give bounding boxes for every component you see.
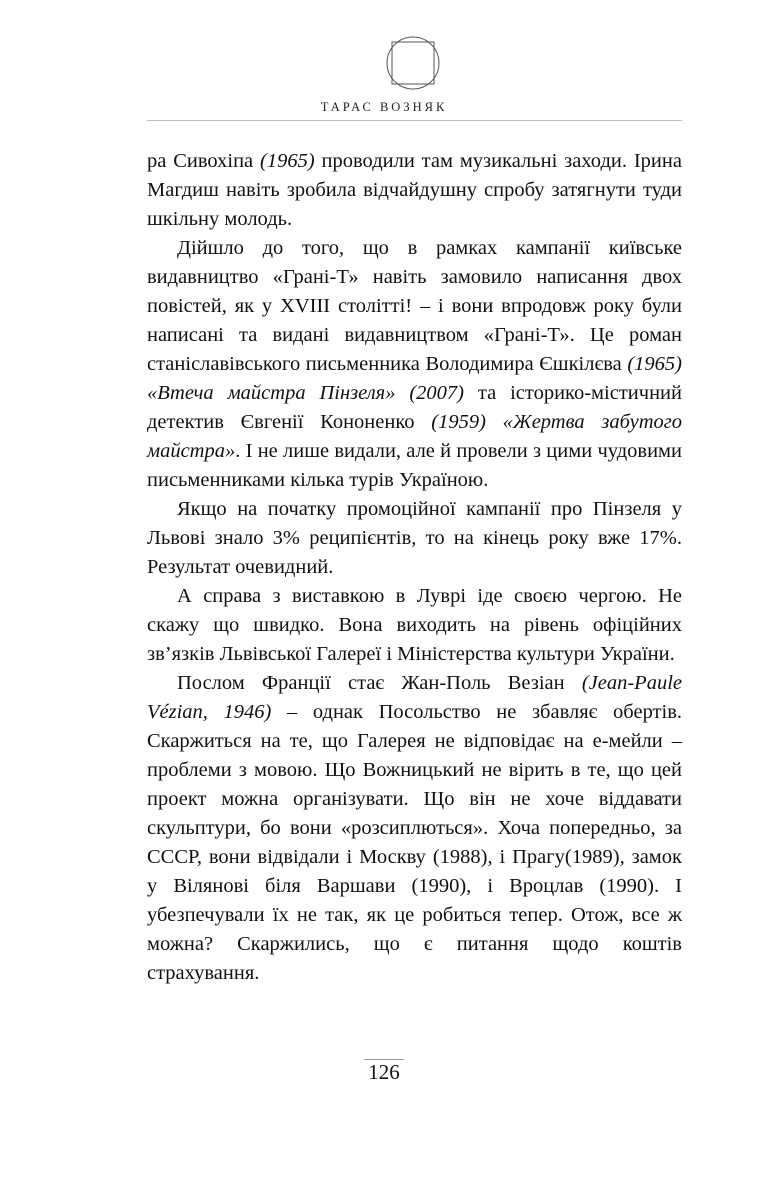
body-text [147,147,682,988]
text-run: проводили там музикальні заходи. Ірина Магдиш навіть зробила відчайдушну спробу затягнути туди шкільну молодь. [147,150,682,230]
circle-square-emblem-icon [386,36,440,90]
paragraph [147,234,682,495]
text-run: . І не лише видали, але й провели з цими чудовими письменниками кілька турів Україною. [147,440,682,491]
text-run: Дійшло до того, що в рамках кампанії київське видавництво «Грані-Т» навіть замовило написання двох повістей, як у XVIII столітті! – і вони впродовж року були написані та видані видавництвом «Грані-Т». Це роман станіславівського письменника Володимира Єшкілєва [147,237,682,375]
paragraph [147,582,682,669]
italic-run: (1965) «Втеча майстра Пінзеля» (2007) [147,353,682,404]
italic-run: (1959) «Жертва забутого майстра» [147,411,683,462]
text-run: Послом Франції стає Жан-Поль Везіан [177,672,582,694]
header-divider [147,120,682,121]
text-run: – однак Посольство не збавляє обертів. Скаржиться на те, що Галерея не відповідає на е-мейли – проблеми з мовою. Що Вожницький не вірить в те, що цей проект можна організувати. Що він не хоче віддавати скульптури, бо вони «розсиплються». Хоча попередньо, за СССР, вони відвідали і Москву (1988), і Прагу(1989), замок у Вілянові біля Варшави (1990), і Вроцлав (1990). І убезпечували їх не так, як це робиться тепер. Отож, все ж можна? Скаржились, що є питання щодо коштів страхування. [147,701,683,984]
text-run: Якщо на початку промоційної кампанії про Пінзеля у Львові знало 3% реципієнтів, то на кінець року вже 17%. Результат очевидний. [147,498,682,578]
paragraph [147,495,682,582]
paragraph [147,669,682,988]
running-head: ТАРАС ВОЗНЯК [320,100,448,114]
italic-run: (1965) [260,150,315,172]
text-run: А справа з виставкою в Луврі іде своєю чергою. Не скажу що швидко. Вона виходить на рівень офіційних зв’язків Львівської Галереї і Міністерства культури України. [147,585,682,665]
italic-run: (Jean-Paule Vézian, 1946) [147,672,682,723]
page-number: 126 [0,1060,768,1085]
text-run: та історико-містичний детектив Євгенії Кононенко [147,382,682,433]
paragraph [147,147,682,234]
text-run: ра Сивохіпа [147,150,261,172]
